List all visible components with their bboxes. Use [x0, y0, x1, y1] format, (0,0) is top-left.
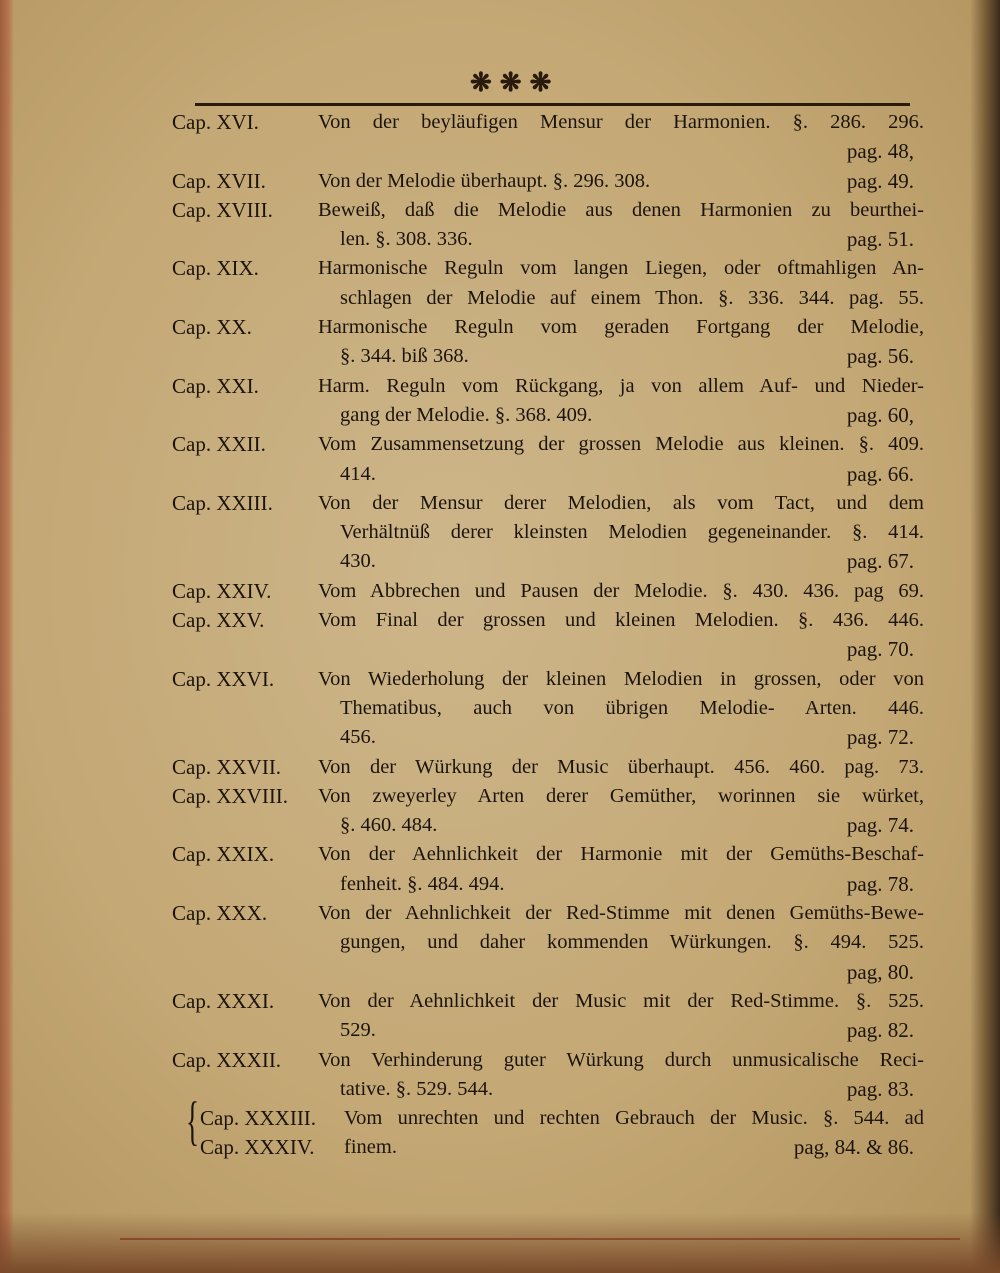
chapter-description: tative. §. 529. 544.	[340, 1077, 494, 1100]
chapter-description: Von der Aehnlichkeit der Red-Stimme mit denen Gemüths-Bewe-	[318, 902, 924, 925]
chapter-description: schlagen der Melodie auf einem Thon. §. 336. 344. pag. 55.	[340, 286, 924, 309]
bottom-rule	[120, 1238, 960, 1240]
toc-line	[172, 635, 924, 664]
toc-line	[172, 489, 924, 518]
header-ornament: ❋❋❋	[470, 68, 560, 97]
toc-line	[172, 1046, 924, 1075]
toc-line	[172, 1016, 924, 1045]
toc-line	[172, 401, 924, 430]
page-reference: pag. 48,	[846, 139, 914, 164]
chapter-number: Cap. XXVII.	[172, 754, 282, 779]
page-reference: pag. 82.	[846, 1018, 914, 1043]
chapter-description: 529.	[340, 1019, 376, 1042]
toc-line	[172, 196, 924, 225]
chapter-description: Von Verhinderung guter Würkung durch unmusicalische Reci-	[318, 1048, 924, 1071]
toc-line	[172, 958, 924, 987]
toc-line	[172, 577, 924, 606]
chapter-description: Harmonische Reguln vom langen Liegen, oder oftmahligen An-	[318, 257, 924, 280]
page-reference: pag, 80.	[846, 959, 914, 984]
toc-line	[172, 782, 924, 811]
page-reference: pag. 51.	[846, 227, 914, 252]
chapter-description: Verhältnüß derer kleinsten Melodien gegeneinander. §. 414.	[340, 521, 924, 544]
toc-line	[172, 665, 924, 694]
chapter-number: Cap. XVII.	[172, 168, 266, 193]
toc-line	[172, 284, 924, 313]
chapter-description: Von der Aehnlichkeit der Harmonie mit der Gemüths-Beschaf-	[318, 843, 924, 866]
page-reference: pag. 56.	[846, 344, 914, 369]
chapter-description: gungen, und daher kommenden Würkungen. §. 494. 525.	[340, 931, 924, 954]
chapter-number: Cap. XXVI.	[172, 666, 275, 691]
page-edge-right	[970, 0, 1000, 1273]
toc-line	[172, 928, 924, 957]
toc-line	[172, 840, 924, 869]
page-reference: pag. 83.	[846, 1076, 914, 1101]
chapter-number: Cap. XXXI.	[172, 988, 275, 1013]
toc-line	[172, 518, 924, 547]
chapter-number: Cap. XXV.	[172, 608, 265, 633]
chapter-number: Cap. XXIV.	[172, 578, 272, 603]
chapter-description: Von der Würkung der Music überhaupt. 456. 460. pag. 73.	[318, 755, 924, 778]
chapter-description: Von der Mensur derer Melodien, als vom Tact, und dem	[318, 491, 924, 514]
chapter-number: Cap. XXXII.	[172, 1047, 282, 1072]
chapter-description: Vom Zusammensetzung der grossen Melodie aus kleinen. §. 409.	[318, 433, 924, 456]
chapter-description: Vom unrechten und rechten Gebrauch der Music. §. 544. ad	[344, 1107, 924, 1130]
toc-line	[172, 430, 924, 459]
chapter-number: Cap. XX.	[172, 315, 252, 340]
toc-line	[172, 1104, 924, 1133]
chapter-description: Von Wiederholung der kleinen Melodien in grossen, oder von	[318, 667, 924, 690]
page-edge-bottom	[0, 1213, 1000, 1273]
chapter-description: Harm. Reguln vom Rückgang, ja von allem Auf- und Nieder-	[318, 374, 924, 397]
toc-line	[172, 870, 924, 899]
toc-line	[172, 137, 924, 166]
chapter-description: Beweiß, daß die Melodie aus denen Harmonien zu beurthei-	[318, 198, 924, 221]
toc-line	[172, 225, 924, 254]
chapter-number: Cap. XXIII.	[172, 490, 273, 515]
chapter-number: Cap. XXII.	[172, 432, 266, 457]
toc-line	[172, 606, 924, 635]
toc-line	[172, 987, 924, 1016]
chapter-description: Vom Abbrechen und Pausen der Melodie. §. 430. 436. pag 69.	[318, 579, 924, 602]
page-edge-left	[0, 0, 14, 1273]
chapter-number: Cap. XVI.	[172, 110, 259, 134]
toc-line	[172, 254, 924, 283]
chapter-description: Vom Final der grossen und kleinen Melodien. §. 436. 446.	[318, 609, 924, 632]
chapter-description: §. 344. biß 368.	[340, 345, 469, 368]
toc-line	[172, 547, 924, 576]
page-reference: pag. 70.	[846, 637, 914, 662]
chapter-description: finem.	[344, 1136, 397, 1159]
toc-line	[172, 372, 924, 401]
chapter-description: 456.	[340, 726, 376, 749]
page-reference: pag. 72.	[846, 725, 914, 750]
toc-line	[172, 753, 924, 782]
chapter-number: Cap. XXVIII.	[172, 783, 289, 808]
brace-glyph: {	[186, 1091, 199, 1151]
page-reference: pag. 49.	[846, 168, 914, 193]
chapter-description: len. §. 308. 336.	[340, 228, 473, 251]
chapter-number: Cap. XXI.	[172, 373, 259, 398]
chapter-description: §. 460. 484.	[340, 814, 438, 837]
chapter-description: Von der beyläufigen Mensur der Harmonien. §. 286. 296.	[318, 111, 924, 133]
toc-line	[172, 460, 924, 489]
toc-line	[172, 1075, 924, 1104]
header-rule	[195, 103, 910, 106]
toc-line	[172, 1133, 924, 1162]
chapter-number: Cap. XXIX.	[172, 842, 275, 867]
toc-line	[172, 313, 924, 342]
chapter-number: Cap. XXXIII.	[200, 1106, 317, 1131]
page-reference: pag, 84. & 86.	[793, 1135, 914, 1160]
toc-line	[172, 723, 924, 752]
chapter-description: 414.	[340, 462, 376, 485]
chapter-description: Von der Aehnlichkeit der Music mit der Red-Stimme. §. 525.	[318, 989, 924, 1012]
chapter-description: fenheit. §. 484. 494.	[340, 872, 505, 895]
toc-line	[172, 694, 924, 723]
chapter-description: 430.	[340, 550, 376, 573]
chapter-number: Cap. XIX.	[172, 256, 259, 281]
chapter-description: gang der Melodie. §. 368. 409.	[340, 403, 593, 426]
chapter-description: Harmonische Reguln vom geraden Fortgang der Melodie,	[318, 316, 924, 339]
page-reference: pag. 60,	[846, 402, 914, 427]
page-reference: pag. 67.	[846, 549, 914, 574]
chapter-description: Von zweyerley Arten derer Gemüther, worinnen sie würket,	[318, 784, 924, 807]
chapter-number: Cap. XXXIV.	[200, 1135, 315, 1160]
page-reference: pag. 74.	[846, 813, 914, 838]
chapter-description: Thematibus, auch von übrigen Melodie- Arten. 446.	[340, 696, 924, 719]
chapter-number: Cap. XXX.	[172, 901, 268, 926]
chapter-number: Cap. XVIII.	[172, 197, 273, 222]
toc-line	[172, 108, 924, 137]
toc-line	[172, 342, 924, 371]
page-reference: pag. 78.	[846, 871, 914, 896]
page-reference: pag. 66.	[846, 461, 914, 486]
chapter-description: Von der Melodie überhaupt. §. 296. 308.	[318, 169, 651, 192]
toc-line	[172, 811, 924, 840]
toc-line	[172, 167, 924, 196]
table-of-contents	[172, 108, 924, 1163]
toc-line	[172, 899, 924, 928]
